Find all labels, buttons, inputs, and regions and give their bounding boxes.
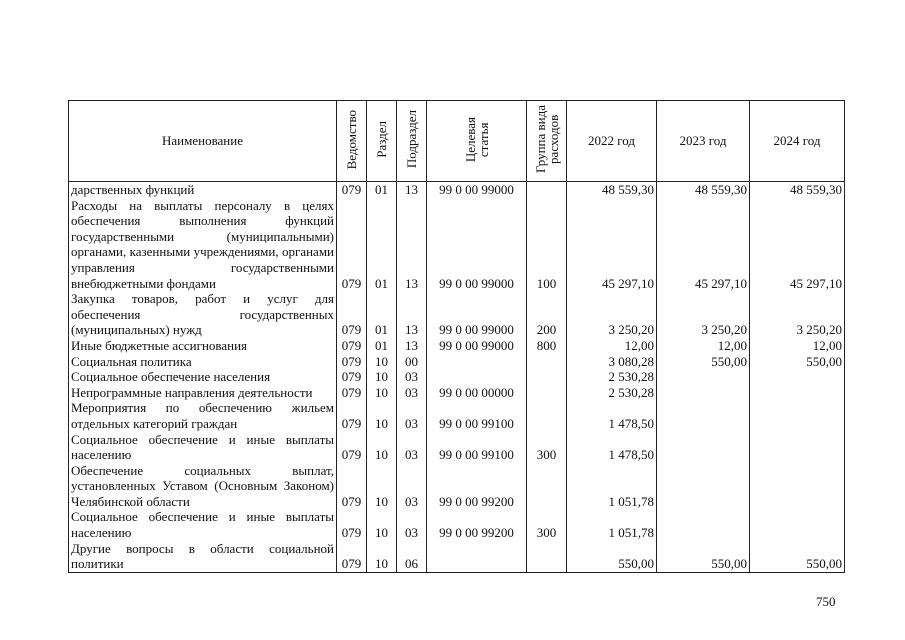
cell-2023: 550,00 — [657, 354, 750, 370]
cell-2022: 48 559,30 — [567, 182, 657, 198]
cell-expense-type-group: 300 — [527, 509, 567, 540]
cell-2023 — [657, 432, 750, 463]
cell-target-article: 99 0 00 00000 — [427, 385, 527, 401]
cell-2022: 3 080,28 — [567, 354, 657, 370]
cell-2022: 2 530,28 — [567, 385, 657, 401]
cell-2024: 45 297,10 — [750, 198, 845, 292]
cell-subsection: 03 — [397, 432, 427, 463]
cell-section: 10 — [367, 432, 397, 463]
cell-subsection: 03 — [397, 400, 427, 431]
cell-section: 10 — [367, 541, 397, 573]
cell-subsection: 03 — [397, 369, 427, 385]
cell-name: Закупка товаров, работ и услуг для обеспечения государственных (муниципальных) нужд — [69, 291, 337, 338]
cell-expense-type-group: 200 — [527, 291, 567, 338]
cell-subsection: 00 — [397, 354, 427, 370]
table-row — [69, 291, 845, 338]
cell-expense-type-group: 100 — [527, 198, 567, 292]
cell-department: 079 — [337, 198, 367, 292]
cell-2023 — [657, 385, 750, 401]
cell-name: Другие вопросы в области социальной политики — [69, 541, 337, 573]
cell-2024 — [750, 432, 845, 463]
cell-section: 01 — [367, 291, 397, 338]
cell-name: Социальная политика — [69, 354, 337, 370]
cell-expense-type-group: 300 — [527, 432, 567, 463]
cell-2024 — [750, 463, 845, 510]
cell-2024: 550,00 — [750, 354, 845, 370]
cell-target-article: 99 0 00 99100 — [427, 432, 527, 463]
header-year-2022: 2022 год — [567, 101, 657, 182]
cell-section: 10 — [367, 354, 397, 370]
cell-target-article: 99 0 00 99000 — [427, 291, 527, 338]
cell-2024 — [750, 385, 845, 401]
budget-table — [68, 100, 845, 573]
cell-2023 — [657, 463, 750, 510]
cell-target-article — [427, 369, 527, 385]
cell-name: Социальное обеспечение населения — [69, 369, 337, 385]
cell-2023 — [657, 400, 750, 431]
cell-2024 — [750, 400, 845, 431]
table-row — [69, 509, 845, 540]
cell-2024: 12,00 — [750, 338, 845, 354]
cell-target-article — [427, 354, 527, 370]
cell-expense-type-group — [527, 400, 567, 431]
cell-name: Непрограммные направления деятельности — [69, 385, 337, 401]
cell-2023: 550,00 — [657, 541, 750, 573]
table-row — [69, 369, 845, 385]
cell-2024: 550,00 — [750, 541, 845, 573]
cell-2023 — [657, 369, 750, 385]
cell-department: 079 — [337, 385, 367, 401]
cell-subsection: 06 — [397, 541, 427, 573]
cell-2023: 48 559,30 — [657, 182, 750, 198]
cell-2022: 1 478,50 — [567, 400, 657, 431]
cell-target-article: 99 0 00 99100 — [427, 400, 527, 431]
cell-section: 10 — [367, 509, 397, 540]
cell-section: 01 — [367, 338, 397, 354]
cell-2022: 1 051,78 — [567, 509, 657, 540]
cell-2022: 12,00 — [567, 338, 657, 354]
cell-target-article: 99 0 00 99200 — [427, 509, 527, 540]
header-name: Наименование — [69, 101, 337, 182]
cell-expense-type-group: 800 — [527, 338, 567, 354]
cell-expense-type-group — [527, 354, 567, 370]
cell-expense-type-group — [527, 182, 567, 198]
cell-2022: 1 051,78 — [567, 463, 657, 510]
cell-name: Обеспечение социальных выплат, установленных Уставом (Основным Законом) Челябинской области — [69, 463, 337, 510]
cell-subsection: 03 — [397, 463, 427, 510]
table-row — [69, 541, 845, 573]
cell-expense-type-group — [527, 541, 567, 573]
cell-section: 10 — [367, 369, 397, 385]
header-expense-type-group: Группа вида расходов — [527, 101, 567, 182]
cell-2022: 1 478,50 — [567, 432, 657, 463]
table-row — [69, 385, 845, 401]
cell-section: 10 — [367, 463, 397, 510]
cell-subsection: 13 — [397, 291, 427, 338]
cell-section: 10 — [367, 400, 397, 431]
cell-department: 079 — [337, 338, 367, 354]
table-row — [69, 463, 845, 510]
cell-department: 079 — [337, 400, 367, 431]
cell-2024 — [750, 369, 845, 385]
cell-section: 10 — [367, 385, 397, 401]
table-row — [69, 400, 845, 431]
cell-subsection: 13 — [397, 182, 427, 198]
cell-department: 079 — [337, 182, 367, 198]
cell-subsection: 13 — [397, 338, 427, 354]
cell-target-article: 99 0 00 99000 — [427, 338, 527, 354]
cell-department: 079 — [337, 369, 367, 385]
cell-department: 079 — [337, 432, 367, 463]
cell-department: 079 — [337, 509, 367, 540]
cell-target-article — [427, 541, 527, 573]
cell-2022: 45 297,10 — [567, 198, 657, 292]
cell-expense-type-group — [527, 369, 567, 385]
table-body — [69, 182, 845, 573]
header-year-2023: 2023 год — [657, 101, 750, 182]
cell-department: 079 — [337, 541, 367, 573]
cell-target-article: 99 0 00 99200 — [427, 463, 527, 510]
cell-target-article: 99 0 00 99000 — [427, 198, 527, 292]
cell-expense-type-group — [527, 385, 567, 401]
cell-subsection: 03 — [397, 385, 427, 401]
cell-2023: 45 297,10 — [657, 198, 750, 292]
page-number: 750 — [816, 594, 836, 609]
cell-subsection: 13 — [397, 198, 427, 292]
cell-name: Иные бюджетные ассигнования — [69, 338, 337, 354]
header-department: Ведомство — [337, 101, 367, 182]
cell-department: 079 — [337, 354, 367, 370]
table-header-row — [69, 101, 845, 182]
cell-section: 01 — [367, 198, 397, 292]
cell-section: 01 — [367, 182, 397, 198]
table-row — [69, 432, 845, 463]
cell-expense-type-group — [527, 463, 567, 510]
cell-2022: 3 250,20 — [567, 291, 657, 338]
cell-department: 079 — [337, 291, 367, 338]
cell-2024: 3 250,20 — [750, 291, 845, 338]
table-row — [69, 182, 845, 198]
cell-department: 079 — [337, 463, 367, 510]
table-row — [69, 338, 845, 354]
table-row — [69, 354, 845, 370]
cell-2023 — [657, 509, 750, 540]
cell-target-article: 99 0 00 99000 — [427, 182, 527, 198]
table-row — [69, 198, 845, 292]
header-section: Раздел — [367, 101, 397, 182]
cell-2023: 12,00 — [657, 338, 750, 354]
cell-name: Расходы на выплаты персоналу в целях обеспечения выполнения функций государственными (муниципальными) органами, казенными учреждениями, органами управления государственными внебюджетными фондами — [69, 198, 337, 292]
cell-2022: 2 530,28 — [567, 369, 657, 385]
cell-2024 — [750, 509, 845, 540]
header-subsection: Подраздел — [397, 101, 427, 182]
cell-2022: 550,00 — [567, 541, 657, 573]
cell-name: дарственных функций — [69, 182, 337, 198]
header-year-2024: 2024 год — [750, 101, 845, 182]
cell-name: Мероприятия по обеспечению жильем отдельных категорий граждан — [69, 400, 337, 431]
cell-2023: 3 250,20 — [657, 291, 750, 338]
cell-name: Социальное обеспечение и иные выплаты населению — [69, 432, 337, 463]
cell-name: Социальное обеспечение и иные выплаты населению — [69, 509, 337, 540]
cell-subsection: 03 — [397, 509, 427, 540]
header-target-article: Целевая статья — [427, 101, 527, 182]
cell-2024: 48 559,30 — [750, 182, 845, 198]
